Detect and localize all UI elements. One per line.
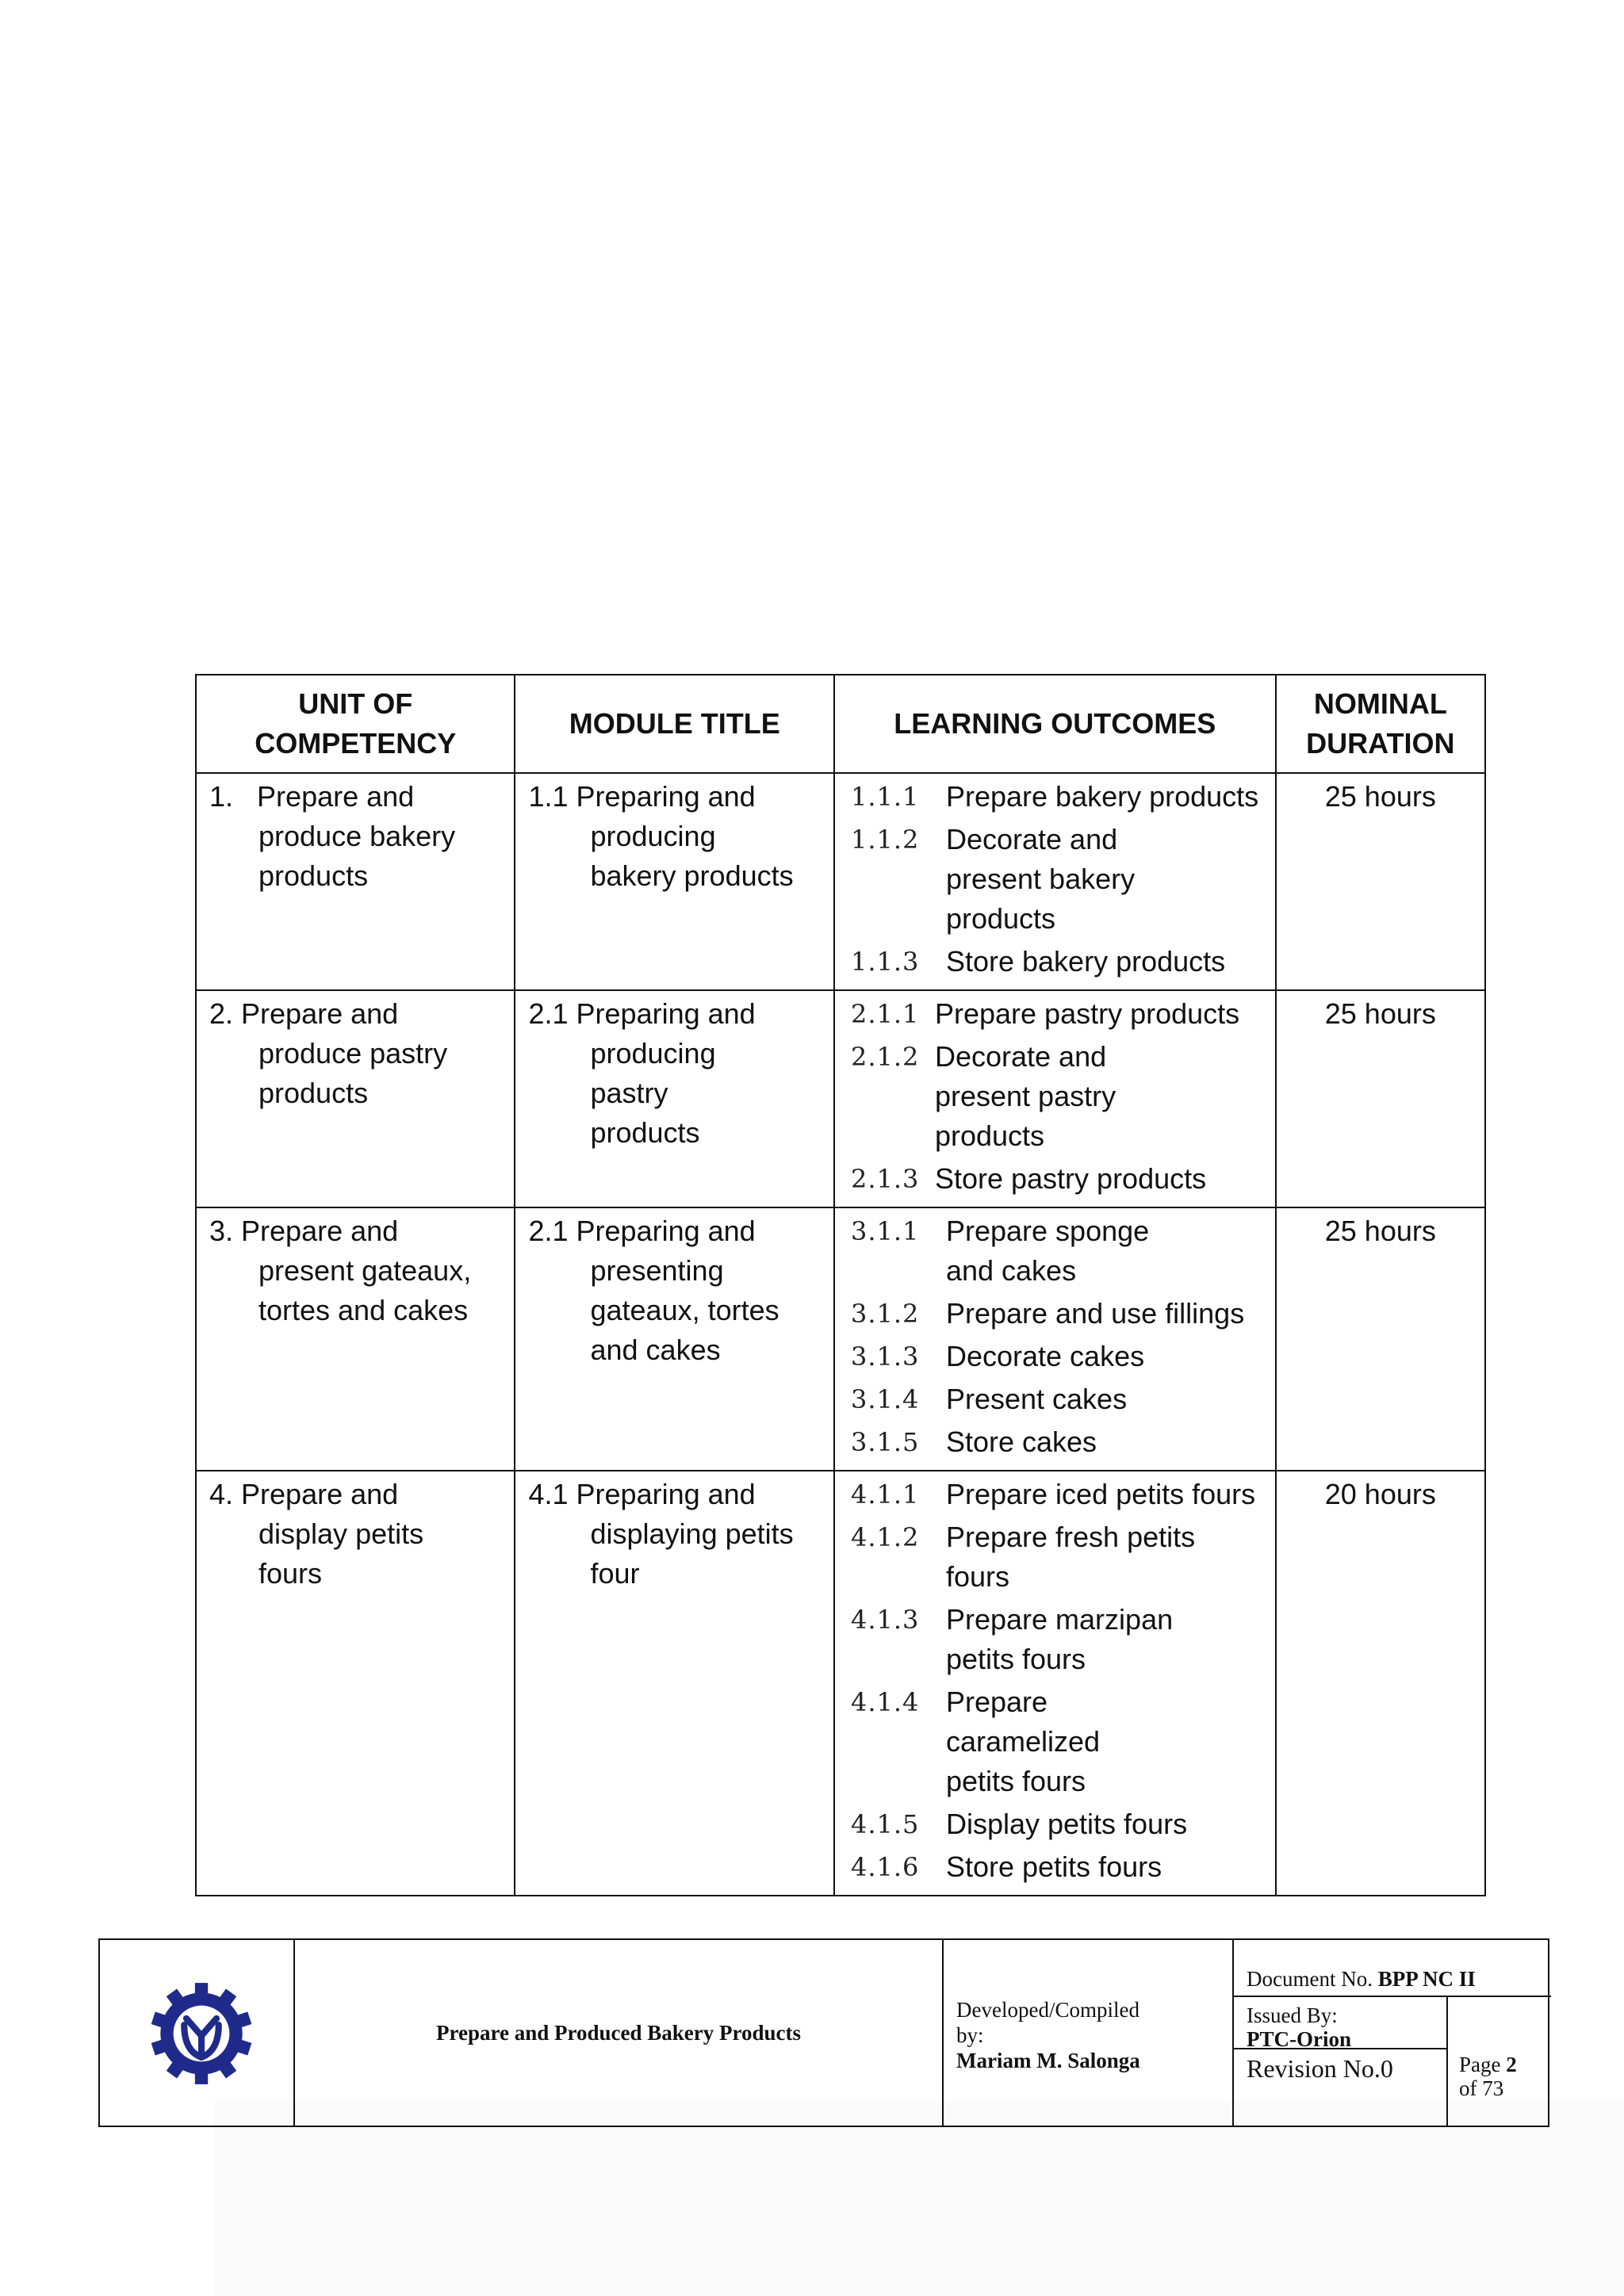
outcome-text: Store bakery products [945, 945, 1226, 978]
module-lead-text: 2.1 Preparing and [528, 1215, 756, 1247]
outcome-number: 2.1.1 [850, 999, 920, 1029]
outcome-number: 3.1.5 [850, 1427, 920, 1457]
outcome-number: 3.1.3 [850, 1341, 920, 1372]
gear-tooth [195, 1983, 208, 2000]
outcome-text: Prepare bakery products [945, 780, 1259, 813]
outcome-text: Present cakes [945, 1383, 1128, 1415]
learning-outcome-item [851, 1682, 1274, 1801]
learning-outcome-item [851, 942, 1274, 982]
footer-divider [1232, 1940, 1234, 2126]
table-row [196, 1207, 1485, 1471]
module-title-cell [515, 1207, 833, 1471]
outcome-number: 4.1.1 [850, 1479, 920, 1510]
page-shadow [214, 2101, 1624, 2296]
module-rest-text: presenting gateaux, tortes and cakes [590, 1254, 779, 1366]
learning-outcome-item [851, 1422, 1274, 1462]
footer-developer-block [956, 1997, 1186, 2073]
outcome-text: Prepare and use fillings [945, 1297, 1245, 1330]
outcome-number: 1.1.3 [850, 947, 920, 977]
module-rest-text: displaying petits four [590, 1517, 794, 1590]
learning-outcome-item [851, 1159, 1274, 1199]
footer-module-title: Prepare and Produced Bakery Products [435, 2020, 801, 2045]
learning-outcome-item [851, 1337, 1274, 1376]
learning-outcome-item [851, 1475, 1274, 1514]
outcome-number: 3.1.2 [850, 1299, 920, 1329]
table-row [196, 1471, 1485, 1896]
header-learning-outcomes: LEARNING OUTCOMES [834, 675, 1276, 773]
unit-lead [209, 1211, 514, 1251]
outcome-text: Prepare caramelized petits fours [945, 1686, 1101, 1797]
learning-outcome-item [851, 1600, 1274, 1679]
nominal-duration-cell: 25 hours [1276, 773, 1485, 990]
module-title-cell [515, 773, 833, 990]
tesda-gear-logo-icon [147, 1980, 255, 2087]
table-header-row [196, 675, 1485, 773]
outcome-number: 4.1.4 [850, 1687, 920, 1717]
unit-rest-text: display petits fours [259, 1517, 424, 1590]
outcome-text: Store petits fours [945, 1850, 1162, 1883]
footer-divider [1232, 1996, 1551, 1997]
outcome-number: 4.1.6 [850, 1852, 920, 1882]
module-lead-text: 4.1 Preparing and [528, 1478, 756, 1510]
learning-outcomes-cell [834, 773, 1276, 990]
outcome-text: Store cakes [945, 1425, 1097, 1458]
unit-rest-text: present gateaux, tortes and cakes [259, 1254, 472, 1326]
nominal-duration-cell: 25 hours [1276, 990, 1485, 1207]
outcome-text: Decorate cakes [945, 1340, 1145, 1372]
document-number [1247, 1967, 1476, 1992]
unit-lead [209, 777, 514, 817]
outcome-text: Decorate and present pastry products [934, 1040, 1116, 1152]
table-row [196, 990, 1485, 1207]
competency-table [195, 674, 1486, 1896]
outcome-number: 1.1.2 [850, 825, 920, 855]
page-number [1459, 2053, 1517, 2100]
learning-outcome-item [851, 994, 1274, 1034]
header-module-title: MODULE TITLE [515, 675, 833, 773]
page-label: Page [1459, 2053, 1501, 2076]
outcome-number: 2.1.3 [850, 1164, 920, 1194]
unit-lead-text: Prepare and [257, 780, 415, 813]
learning-outcomes-cell [834, 1471, 1276, 1896]
gear-tooth [195, 2067, 208, 2084]
developed-label: Developed/Compiled by: [956, 1998, 1139, 2047]
outcome-text: Store pastry products [934, 1162, 1207, 1195]
learning-outcome-item [851, 1847, 1274, 1887]
module-rest-text: producing pastry products [590, 1037, 716, 1149]
outcome-text: Display petits fours [945, 1808, 1188, 1840]
unit-of-competency-cell [196, 1207, 515, 1471]
page-total: of 73 [1459, 2076, 1504, 2100]
unit-of-competency-cell [196, 990, 515, 1207]
learning-outcome-item [851, 1037, 1274, 1156]
learning-outcome-item [851, 1211, 1274, 1291]
learning-outcome-item [851, 1294, 1274, 1334]
outcome-text: Prepare fresh petits fours [945, 1521, 1196, 1593]
unit-rest-text: produce pastry products [259, 1037, 448, 1109]
learning-outcomes-cell [834, 990, 1276, 1207]
footer-divider [1446, 1996, 1448, 2126]
learning-outcome-item [851, 820, 1274, 939]
outcome-number: 3.1.1 [850, 1216, 920, 1246]
unit-lead-text: 4. Prepare and [209, 1478, 399, 1510]
learning-outcomes-cell [834, 1207, 1276, 1471]
learning-outcome-item [851, 1804, 1274, 1844]
outcome-text: Prepare sponge and cakes [945, 1215, 1150, 1287]
nominal-duration-cell: 20 hours [1276, 1471, 1485, 1896]
module-rest-text: producing bakery products [590, 820, 794, 892]
unit-rest-text: produce bakery products [259, 820, 456, 892]
module-title-cell [515, 1471, 833, 1896]
unit-number: 1. [209, 780, 234, 813]
document-label: Document No. [1247, 1967, 1373, 1991]
issued-by-block [1247, 2003, 1351, 2051]
unit-lead [209, 1475, 514, 1514]
unit-lead [209, 994, 514, 1034]
outcome-text: Prepare iced petits fours [945, 1478, 1256, 1510]
unit-lead-text: 3. Prepare and [209, 1215, 399, 1247]
learning-outcome-item [851, 777, 1274, 817]
document-value: BPP NC II [1377, 1967, 1476, 1991]
issued-by-value: PTC-Orion [1247, 2027, 1351, 2051]
learning-outcome-item [851, 1380, 1274, 1419]
outcome-number: 4.1.2 [850, 1522, 920, 1552]
learning-outcome-item [851, 1517, 1274, 1597]
unit-of-competency-cell [196, 773, 515, 990]
developer-name: Mariam M. Salonga [956, 2049, 1140, 2072]
outcome-text: Prepare marzipan petits fours [945, 1603, 1174, 1675]
footer-divider [942, 1940, 944, 2126]
nominal-duration-cell: 25 hours [1276, 1207, 1485, 1471]
issued-label: Issued By: [1247, 2003, 1338, 2027]
table-row [196, 773, 1485, 990]
module-lead-text: 2.1 Preparing and [528, 997, 756, 1030]
header-unit-of-competency: UNIT OF COMPETENCY [196, 675, 515, 773]
outcome-text: Decorate and present bakery products [945, 823, 1136, 935]
outcome-number: 4.1.3 [850, 1605, 920, 1635]
revision-number: Revision No.0 [1247, 2054, 1393, 2083]
unit-of-competency-cell [196, 1471, 515, 1896]
unit-lead-text: 2. Prepare and [209, 997, 399, 1030]
outcome-number: 1.1.1 [850, 782, 920, 812]
outcome-number: 3.1.4 [850, 1384, 920, 1414]
document-footer [98, 1938, 1549, 2127]
module-lead-text: 1.1 Preparing and [528, 780, 756, 813]
outcome-number: 4.1.5 [850, 1809, 920, 1839]
module-title-cell [515, 990, 833, 1207]
header-nominal-duration: NOMINAL DURATION [1276, 675, 1485, 773]
footer-divider [1232, 2048, 1446, 2049]
page-value: 2 [1506, 2053, 1517, 2076]
outcome-number: 2.1.2 [850, 1042, 920, 1072]
outcome-text: Prepare pastry products [934, 997, 1240, 1030]
